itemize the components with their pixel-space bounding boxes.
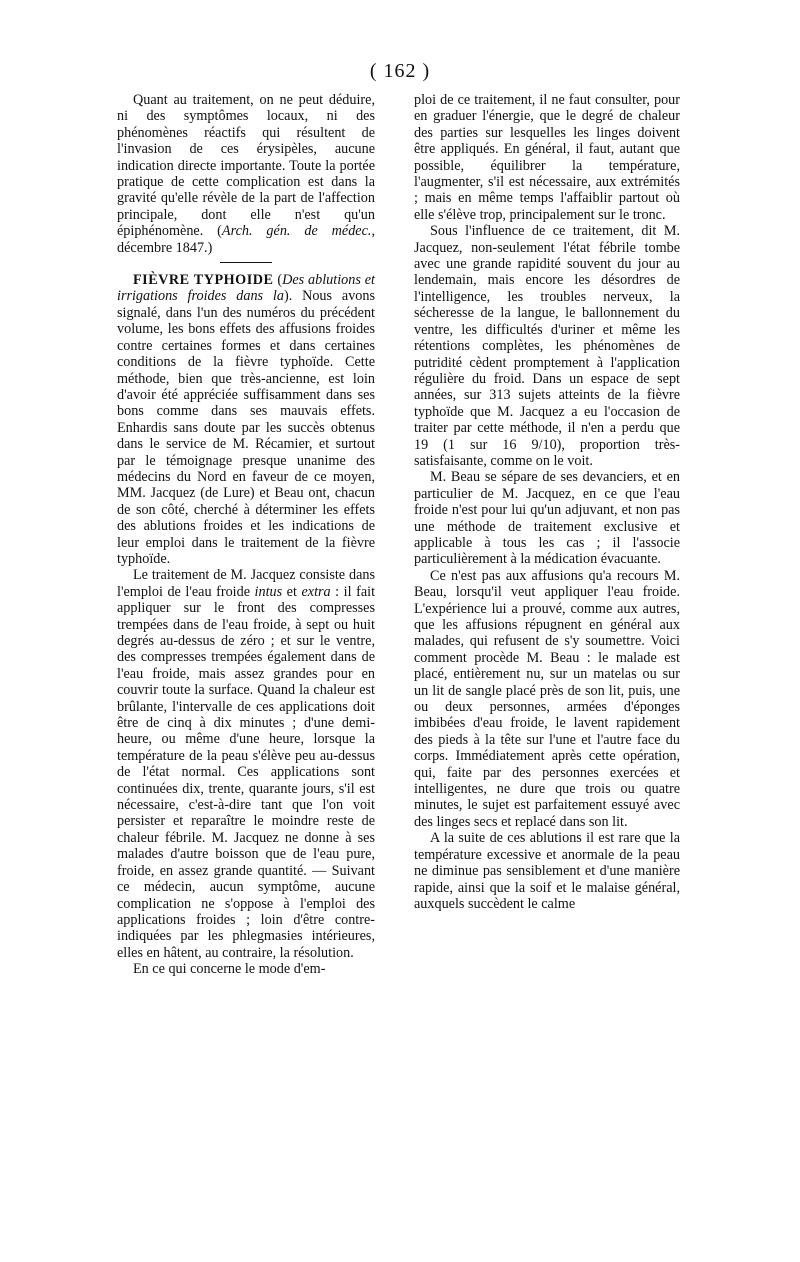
paragraph-affusions: Ce n'est pas aux affusions qu'a recours M. Beau, lorsqu'il veut appliquer l'eau froide. L'expérience lui a prouvé, comme aux autres, que les affusions répugnent en général aux malades, qui refusent de s'y soumettre. Voici comment procède M. Beau : le malade est placé, entièrement nu, sur un matelas ou sur un lit de sangle placé près de son lit, puis, une ou deux personnes, armées d'éponges imbibées d'eau froide, le lavent rapidement des pieds à la tête sur l'une et l'autre face du corps. Immédiatement après cette opération, qui, faite par des personnes exercées et intelligentes, ne dure que trois ou quatre minutes, le sujet est parfaitement essuyé avec des linges secs et replacé dans son lit. xyxy=(414,567,680,830)
paragraph-mode-emploi: En ce qui concerne le mode d'em- xyxy=(133,961,326,978)
page-number: ( 162 ) xyxy=(369,60,431,82)
paragraph-jacquez-treatment: Le traitement de M. Jacquez consiste dans l'emploi de l'eau froide intus et extra : il fait appliquer sur le front des compresses trempées dans de l'eau froide, à sept ou huit degrés au-dessus de zéro ; et sur le ventre, des compresses trempées également dans de l'eau froide, mais assez grandes pour en couvrir toute la surface. Quand la chaleur est brûlante, l'intervalle de ces applications doit être de cinq à dix minutes ; d'une demi-heure, ou même d'une heure, lorsque la température de la peau s'élève peu au-dessus de l'état normal. Ces applications sont continuées dix, trente, quarante jours, s'il est nécessaire, c'est-à-dire tant que l'on voit persister et reparaître le moindre reste de chaleur fébrile. M. Jacquez ne donne à ses malades d'autre boisson que de l'eau pure, froide, en assez grande quantité. — Suivant ce médecin, aucun symptôme, aucune complication ne s'oppose à l'emploi des applications froides ; loin d'être contre-indiquées par les phlegmasies intérieures, elles en hâtent, au contraire, la résolution. xyxy=(117,567,376,961)
section-divider xyxy=(220,262,272,263)
section-subtitle: Des ablutions et irrigations froides dans la xyxy=(117,272,376,305)
right-column xyxy=(414,92,680,912)
paragraph-continuation: ploi de ce traitement, il ne faut consulter, pour en graduer l'énergie, que le degré de chaleur des parties sur lesquelles les linges doivent être appliqués. En général, il faut, autant que possible, équilibrer la température, l'augmenter, s'il est nécessaire, aux extrémités ; mais en même temps l'affaiblir partout où elle s'élève trop, principalement sur le tronc. xyxy=(414,92,680,223)
paragraph-treatment-erysipelas: Quant au traitement, on ne peut déduire, ni des symptômes locaux, ni des phénomènes réactifs qui résultent de l'invasion de ces érysipèles, aucune indication directe importante. Toute la portée pratique de cette complication est dans la gravité qu'elle révèle de la part de l'affection principale, dont elle n'est qu'un épiphénomène. (Arch. gén. de médec., décembre 1847.) xyxy=(117,92,375,256)
journal-citation: Arch. gén. de médec. xyxy=(221,223,372,240)
paragraph-influence: Sous l'influence de ce traitement, dit M. Jacquez, non-seulement l'état fébrile tombe avec une grande rapidité souvent du jour au lendemain, mais encore les désordres de l'intelligence, les troubles nerveux, la sécheresse de la langue, le ballonnement du ventre, les difficultés d'uriner et même les rétentions complètes, les phénomènes de putridité cèdent promptement à l'application régulière du froid. Dans un espace de sept années, sur 313 sujets atteints de la fièvre typhoïde que M. Jacquez a eu l'occasion de traiter par cette méthode, il n'en a perdu que 19 (1 sur 16 9/10), proportion très-satisfaisante, comme on le voit. xyxy=(414,223,680,469)
paragraph-ablutions: A la suite de ces ablutions il est rare que la température excessive et anormale de la peau ne diminue pas sensiblement et d'une manière rapide, ainsi que la soif et le malaise général, auxquels succèdent le calme xyxy=(414,830,680,912)
left-column xyxy=(117,92,375,978)
paragraph-beau: M. Beau se sépare de ses devanciers, et en particulier de M. Jacquez, en ce que l'eau froide n'est pour lui qu'un adjuvant, et non pas une méthode de traitement exclusive et applicable à tous les cas ; il l'associe particulièrement à la médication évacuante. xyxy=(414,469,680,568)
paragraph-fievre-typhoide: FIÈVRE TYPHOIDE (Des ablutions et irrigations froides dans la). Nous avons signalé, dans l'un des numéros du précédent volume, les bons effets des affusions froides contre certaines formes et dans certaines conditions de la fièvre typhoïde. Cette méthode, bien que très-ancienne, est loin d'avoir été appréciée suffisamment dans ses bons comme dans ses mauvais effets. Enhardis sans doute par les succès obtenus dans le service de M. Récamier, et surtout par le témoignage presque unanime des médecins du Nord en faveur de ce moyen, MM. Jacquez (de Lure) et Beau ont, chacun de son côté, cherché à déterminer les effets des ablutions froides et les indications de leur emploi dans le traitement de la fièvre typhoïde. xyxy=(117,272,376,567)
section-heading: FIÈVRE TYPHOIDE xyxy=(133,272,274,289)
